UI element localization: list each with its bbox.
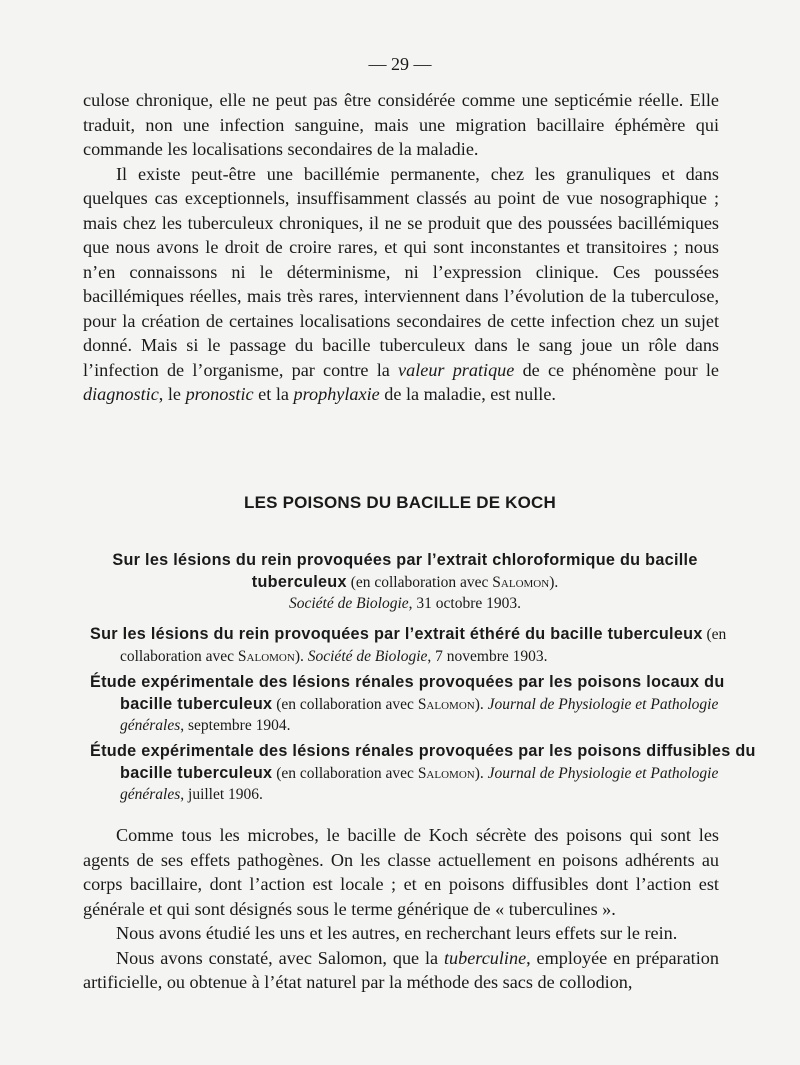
paragraph bbox=[83, 823, 719, 921]
publication-date: , septembre 1904. bbox=[180, 717, 291, 734]
text-run: culose chronique, elle ne peut pas être considérée comme une septicémie réelle. Elle traduit, non une infection sanguine, mais une migration bacillaire éphémère qui commande les localisations secondaires de la maladie. bbox=[83, 90, 719, 159]
paragraph bbox=[83, 921, 719, 946]
collaboration-note: (en collaboration avec Salomon). bbox=[276, 695, 484, 713]
text-run: Nous avons constaté, avec Salomon, que la bbox=[116, 947, 444, 968]
publication-entry bbox=[90, 672, 760, 737]
text-run: de ce phénomène pour le bbox=[514, 359, 720, 380]
journal-name: Société de Biologie bbox=[307, 647, 428, 665]
paragraph bbox=[83, 946, 719, 995]
publication-title: Sur les lésions du rein provoquées par l’extrait éthéré du bacille tuberculeux bbox=[90, 625, 703, 643]
publication-title: Étude expérimentale des lésions rénales provoquées par les poisons locaux du bacille tuberculeux bbox=[90, 673, 725, 713]
publication-entry bbox=[90, 741, 760, 806]
text-run-italic: pronostic bbox=[185, 384, 254, 404]
text-run: Il existe peut-être une bacillémie permanente, chez les granuliques et dans quelques cas exceptionnels, insuffisamment classés au point de vue nosographique ; mais chez les tuberculeux chroniques, il ne se produit que des poussées bacillémiques que nous avons le droit de croire rares, et qui sont inconstantes et transitoires ; nous n’en connaissons ni le déterminisme, ni l’expression clinique. Ces poussées bacillémiques réelles, mais très rares, interviennent dans l’évolution de la tuberculose, pour la création de certaines localisations secondaires de cette infection chez un sujet donné. Mais si le passage du bacille tuberculeux dans le sang joue un rôle dans l’infection de l’organisme, par contre la bbox=[83, 163, 719, 380]
journal-name: Journal de Physiologie et Pathologie générales bbox=[120, 764, 719, 803]
text-run: , le bbox=[158, 384, 186, 404]
text-run-italic: tuberculine bbox=[443, 947, 527, 968]
publication-date: , juillet 1906. bbox=[180, 786, 263, 803]
collaborator-name: Salomon bbox=[237, 647, 295, 665]
top-text-block bbox=[83, 88, 719, 407]
collaboration-note: (en collaboration avec Salomon). bbox=[276, 764, 484, 782]
bottom-text-block bbox=[83, 823, 719, 995]
text-run: , employée en préparation artificielle, ou obtenue à l’état naturel par la méthode des sacs de collodion, bbox=[83, 947, 719, 992]
publication-entry bbox=[90, 624, 760, 667]
paragraph bbox=[83, 88, 719, 162]
collaboration-note: (en collaboration avec Salomon). bbox=[120, 626, 727, 665]
collaborator-name: Salomon bbox=[417, 695, 475, 713]
text-run-italic: prophylaxie bbox=[293, 384, 380, 404]
publication-title: Sur les lésions du rein provoquées par l’extrait chloroformique du bacille tuberculeux bbox=[112, 551, 698, 591]
text-run: de la maladie, est nulle. bbox=[379, 384, 556, 404]
publication-date: , 7 novembre 1903. bbox=[427, 647, 548, 665]
text-run-italic: valeur pratique bbox=[398, 359, 515, 380]
page-number: — 29 — bbox=[368, 54, 432, 74]
publication-date: , 31 octobre 1903. bbox=[408, 595, 521, 612]
collaboration-note: (en collaboration avec Salomon). bbox=[350, 573, 559, 591]
publication-entry bbox=[80, 550, 730, 615]
text-run: Comme tous les microbes, le bacille de Koch sécrète des poisons qui sont les agents de ses effets pathogènes. On les classe actuellement en poisons adhérents au corps bacillaire, dont l’action est locale ; et en poisons diffusibles dont l’action est générale et qui sont désignés sous le terme générique de « tuberculines ». bbox=[83, 825, 719, 919]
journal-name: Journal de Physiologie et Pathologie générales bbox=[120, 695, 719, 734]
paragraph bbox=[83, 162, 719, 407]
collaborator-name: Salomon bbox=[417, 764, 475, 782]
text-run: et la bbox=[253, 384, 294, 404]
text-run-italic: diagnostic bbox=[83, 384, 159, 404]
text-run: Nous avons étudié les uns et les autres, en recherchant leurs effets sur le rein. bbox=[116, 923, 678, 943]
collaborator-name: Salomon bbox=[492, 573, 550, 591]
section-heading: LES POISONS DU BACILLE DE KOCH bbox=[243, 493, 557, 512]
publication-title: Étude expérimentale des lésions rénales provoquées par les poisons diffusibles du bacille tuberculeux bbox=[90, 742, 756, 782]
journal-name: Société de Biologie bbox=[288, 595, 409, 612]
